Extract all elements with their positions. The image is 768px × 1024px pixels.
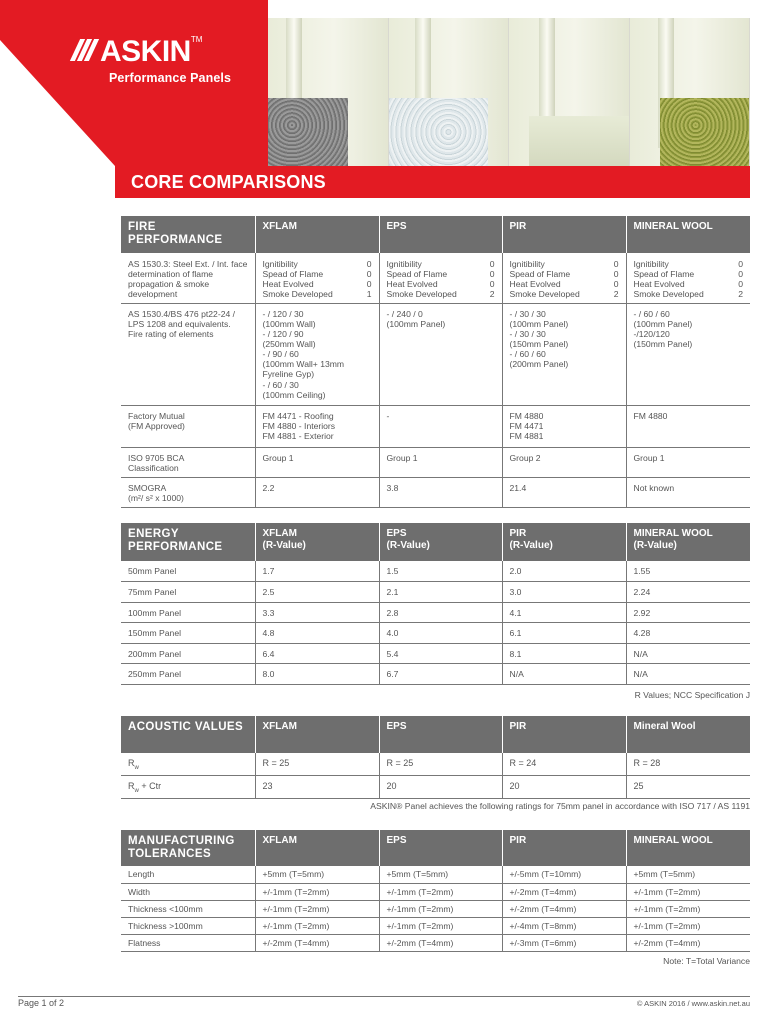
cell-pir: 6.1 xyxy=(502,623,626,644)
cell-pir: +/-2mm (T=4mm) xyxy=(502,900,626,917)
cell-pir: +/-5mm (T=10mm) xyxy=(502,866,626,883)
table-row xyxy=(121,643,750,664)
page-number: Page 1 of 2 xyxy=(18,998,65,1008)
cell-mineral-wool: R = 28 xyxy=(626,753,750,775)
acoustic-header-xflam: XFLAM xyxy=(255,716,379,753)
eps-core-photo xyxy=(389,18,510,166)
row-label: 150mm Panel xyxy=(121,623,255,644)
cell-pir: 4.1 xyxy=(502,602,626,623)
cell-mineral-wool: N/A xyxy=(626,664,750,685)
cell-mineral-wool: +/-1mm (T=2mm) xyxy=(626,900,750,917)
table-row xyxy=(121,477,750,507)
table-row xyxy=(121,561,750,582)
cell-eps: 20 xyxy=(379,775,502,798)
ignitability-cell-pir: Ignitibility 0 Spead of Flame 0 Heat Evolved 0 Smoke Developed 2 xyxy=(502,253,626,303)
acoustic-header-pir: PIR xyxy=(502,716,626,753)
cell-mineral-wool: 25 xyxy=(626,775,750,798)
cell-eps: 2.1 xyxy=(379,582,502,603)
cell-xflam: 2.5 xyxy=(255,582,379,603)
table-row xyxy=(121,753,750,775)
cell-xflam: R = 25 xyxy=(255,753,379,775)
table-row xyxy=(121,602,750,623)
askin-logo xyxy=(75,35,231,85)
fire-header-title: FIRE PERFORMANCE xyxy=(121,216,255,253)
cell-eps: +/-1mm (T=2mm) xyxy=(379,883,502,900)
cell-xflam: 3.3 xyxy=(255,602,379,623)
manufacturing-tolerances-table xyxy=(121,830,750,952)
cell-xflam: 1.7 xyxy=(255,561,379,582)
cell-xflam: 8.0 xyxy=(255,664,379,685)
mfg-header-xflam: XFLAM xyxy=(255,830,379,866)
cell-mineral-wool: 2.92 xyxy=(626,602,750,623)
row-label: Thickness >100mm xyxy=(121,917,255,934)
mineral-wool-core-photo xyxy=(630,18,751,166)
acoustic-header-mineral-wool: Mineral Wool xyxy=(626,716,750,753)
table-header-row xyxy=(121,716,750,753)
cell-mineral-wool: +/-2mm (T=4mm) xyxy=(626,935,750,952)
fire-performance-table xyxy=(121,216,750,508)
row-label: ISO 9705 BCA Classification xyxy=(121,447,255,477)
cell-pir: FM 4880 FM 4471 FM 4881 xyxy=(502,405,626,447)
cell-mineral-wool: +/-1mm (T=2mm) xyxy=(626,917,750,934)
cell-pir: 3.0 xyxy=(502,582,626,603)
logo-wordmark: ASKIN xyxy=(100,35,191,68)
cell-eps: 5.4 xyxy=(379,643,502,664)
fire-header-pir: PIR xyxy=(502,216,626,253)
table-row xyxy=(121,883,750,900)
row-label: AS 1530.4/BS 476 pt22-24 / LPS 1208 and equivalents. Fire rating of elements xyxy=(121,303,255,405)
footer-divider xyxy=(18,996,750,997)
cell-mineral-wool: Not known xyxy=(626,477,750,507)
table-header-row xyxy=(121,216,750,253)
table-row xyxy=(121,303,750,405)
row-label: 200mm Panel xyxy=(121,643,255,664)
row-label: Flatness xyxy=(121,935,255,952)
mfg-header-eps: EPS xyxy=(379,830,502,866)
table-row xyxy=(121,664,750,685)
fire-header-xflam: XFLAM xyxy=(255,216,379,253)
row-label: Length xyxy=(121,866,255,883)
acoustic-values-table xyxy=(121,716,750,799)
energy-header-title: ENERGY PERFORMANCE xyxy=(121,523,255,561)
cell-xflam: +/-2mm (T=4mm) xyxy=(255,935,379,952)
cell-xflam: Group 1 xyxy=(255,447,379,477)
logo-tagline: Performance Panels xyxy=(109,71,231,85)
page-title: CORE COMPARISONS xyxy=(131,172,326,192)
page-header xyxy=(0,0,768,198)
cell-pir: 8.1 xyxy=(502,643,626,664)
cell-eps: 1.5 xyxy=(379,561,502,582)
row-label: SMOGRA (m²/ s² x 1000) xyxy=(121,477,255,507)
cell-eps: R = 25 xyxy=(379,753,502,775)
cell-pir: 21.4 xyxy=(502,477,626,507)
cell-pir: N/A xyxy=(502,664,626,685)
cell-eps: Group 1 xyxy=(379,447,502,477)
cell-pir: +/-2mm (T=4mm) xyxy=(502,883,626,900)
cell-eps: +/-2mm (T=4mm) xyxy=(379,935,502,952)
cell-eps: 4.0 xyxy=(379,623,502,644)
cell-eps: 2.8 xyxy=(379,602,502,623)
cell-pir: 2.0 xyxy=(502,561,626,582)
table-header-row xyxy=(121,523,750,561)
table-row xyxy=(121,866,750,883)
row-label: 100mm Panel xyxy=(121,602,255,623)
cell-eps: - xyxy=(379,405,502,447)
footer-copyright: © ASKIN 2016 / www.askin.net.au xyxy=(636,999,750,1008)
cell-xflam: +/-1mm (T=2mm) xyxy=(255,917,379,934)
mfg-header-mineral-wool: MINERAL WOOL xyxy=(626,830,750,866)
table-row xyxy=(121,623,750,644)
row-label: 50mm Panel xyxy=(121,561,255,582)
cell-xflam: 4.8 xyxy=(255,623,379,644)
energy-header-xflam: XFLAM (R-Value) xyxy=(255,523,379,561)
table-row xyxy=(121,935,750,952)
title-bar xyxy=(115,166,750,198)
table-row xyxy=(121,447,750,477)
cell-mineral-wool: 4.28 xyxy=(626,623,750,644)
cell-xflam: 6.4 xyxy=(255,643,379,664)
pir-core-photo xyxy=(509,18,630,166)
manufacturing-note: Note: T=Total Variance xyxy=(663,956,750,966)
ignitability-cell-mineral-wool: Ignitibility 0 Spead of Flame 0 Heat Evolved 0 Smoke Developed 2 xyxy=(626,253,750,303)
row-label: Thickness <100mm xyxy=(121,900,255,917)
energy-header-pir: PIR (R-Value) xyxy=(502,523,626,561)
acoustic-header-title: ACOUSTIC VALUES xyxy=(121,716,255,753)
ignitability-cell-xflam: Ignitibility 0 Spead of Flame 0 Heat Evolved 0 Smoke Developed 1 xyxy=(255,253,379,303)
energy-note: R Values; NCC Specification J xyxy=(634,690,750,700)
energy-header-eps: EPS (R-Value) xyxy=(379,523,502,561)
row-label: 250mm Panel xyxy=(121,664,255,685)
table-row xyxy=(121,900,750,917)
cell-mineral-wool: 1.55 xyxy=(626,561,750,582)
table-row xyxy=(121,775,750,798)
row-label: Width xyxy=(121,883,255,900)
energy-header-mineral-wool: MINERAL WOOL (R-Value) xyxy=(626,523,750,561)
cell-xflam: 23 xyxy=(255,775,379,798)
cell-mineral-wool: N/A xyxy=(626,643,750,664)
cell-xflam: +5mm (T=5mm) xyxy=(255,866,379,883)
ignitability-cell-eps: Ignitibility 0 Spead of Flame 0 Heat Evolved 0 Smoke Developed 2 xyxy=(379,253,502,303)
cell-xflam: +/-1mm (T=2mm) xyxy=(255,883,379,900)
cell-mineral-wool: FM 4880 xyxy=(626,405,750,447)
cell-xflam: - / 120 / 30 (100mm Wall) - / 120 / 90 (250mm Wall) - / 90 / 60 (100mm Wall+ 13mm Fyreline Gyp) - / 60 / 30 (100mm Ceiling) xyxy=(255,303,379,405)
table-row xyxy=(121,917,750,934)
energy-performance-table xyxy=(121,523,750,685)
mfg-header-pir: PIR xyxy=(502,830,626,866)
row-label: $R_w$ + Ctr xyxy=(121,775,255,798)
row-label: AS 1530.3: Steel Ext. / Int. face determination of flame propagation & smoke development xyxy=(121,253,255,303)
logo-tm: TM xyxy=(190,35,203,44)
acoustic-header-eps: EPS xyxy=(379,716,502,753)
table-header-row xyxy=(121,830,750,866)
cell-mineral-wool: - / 60 / 60 (100mm Panel) -/120/120 (150mm Panel) xyxy=(626,303,750,405)
cell-eps: 3.8 xyxy=(379,477,502,507)
row-label: 75mm Panel xyxy=(121,582,255,603)
fire-header-eps: EPS xyxy=(379,216,502,253)
cell-xflam: 2.2 xyxy=(255,477,379,507)
cell-eps: +5mm (T=5mm) xyxy=(379,866,502,883)
cell-eps: 6.7 xyxy=(379,664,502,685)
cell-pir: 20 xyxy=(502,775,626,798)
xflam-core-photo xyxy=(268,18,389,166)
cell-xflam: +/-1mm (T=2mm) xyxy=(255,900,379,917)
cell-pir: +/-4mm (T=8mm) xyxy=(502,917,626,934)
table-row xyxy=(121,582,750,603)
core-photos xyxy=(268,18,750,166)
row-label: $R_w$ xyxy=(121,753,255,775)
table-row xyxy=(121,253,750,303)
cell-eps: +/-1mm (T=2mm) xyxy=(379,917,502,934)
cell-mineral-wool: 2.24 xyxy=(626,582,750,603)
cell-mineral-wool: +/-1mm (T=2mm) xyxy=(626,883,750,900)
cell-pir: R = 24 xyxy=(502,753,626,775)
cell-mineral-wool: +5mm (T=5mm) xyxy=(626,866,750,883)
cell-eps: +/-1mm (T=2mm) xyxy=(379,900,502,917)
cell-pir: Group 2 xyxy=(502,447,626,477)
cell-mineral-wool: Group 1 xyxy=(626,447,750,477)
cell-eps: - / 240 / 0 (100mm Panel) xyxy=(379,303,502,405)
cell-pir: +/-3mm (T=6mm) xyxy=(502,935,626,952)
table-row xyxy=(121,405,750,447)
acoustic-note: ASKIN® Panel achieves the following ratings for 75mm panel in accordance with ISO 717 / AS 1191 xyxy=(370,801,750,811)
logo-slashes-icon xyxy=(75,39,96,66)
cell-pir: - / 30 / 30 (100mm Panel) - / 30 / 30 (150mm Panel) - / 60 / 60 (200mm Panel) xyxy=(502,303,626,405)
fire-header-mineral-wool: MINERAL WOOL xyxy=(626,216,750,253)
mfg-header-title: MANUFACTURING TOLERANCES xyxy=(121,830,255,866)
row-label: Factory Mutual (FM Approved) xyxy=(121,405,255,447)
cell-xflam: FM 4471 - Roofing FM 4880 - Interiors FM 4881 - Exterior xyxy=(255,405,379,447)
